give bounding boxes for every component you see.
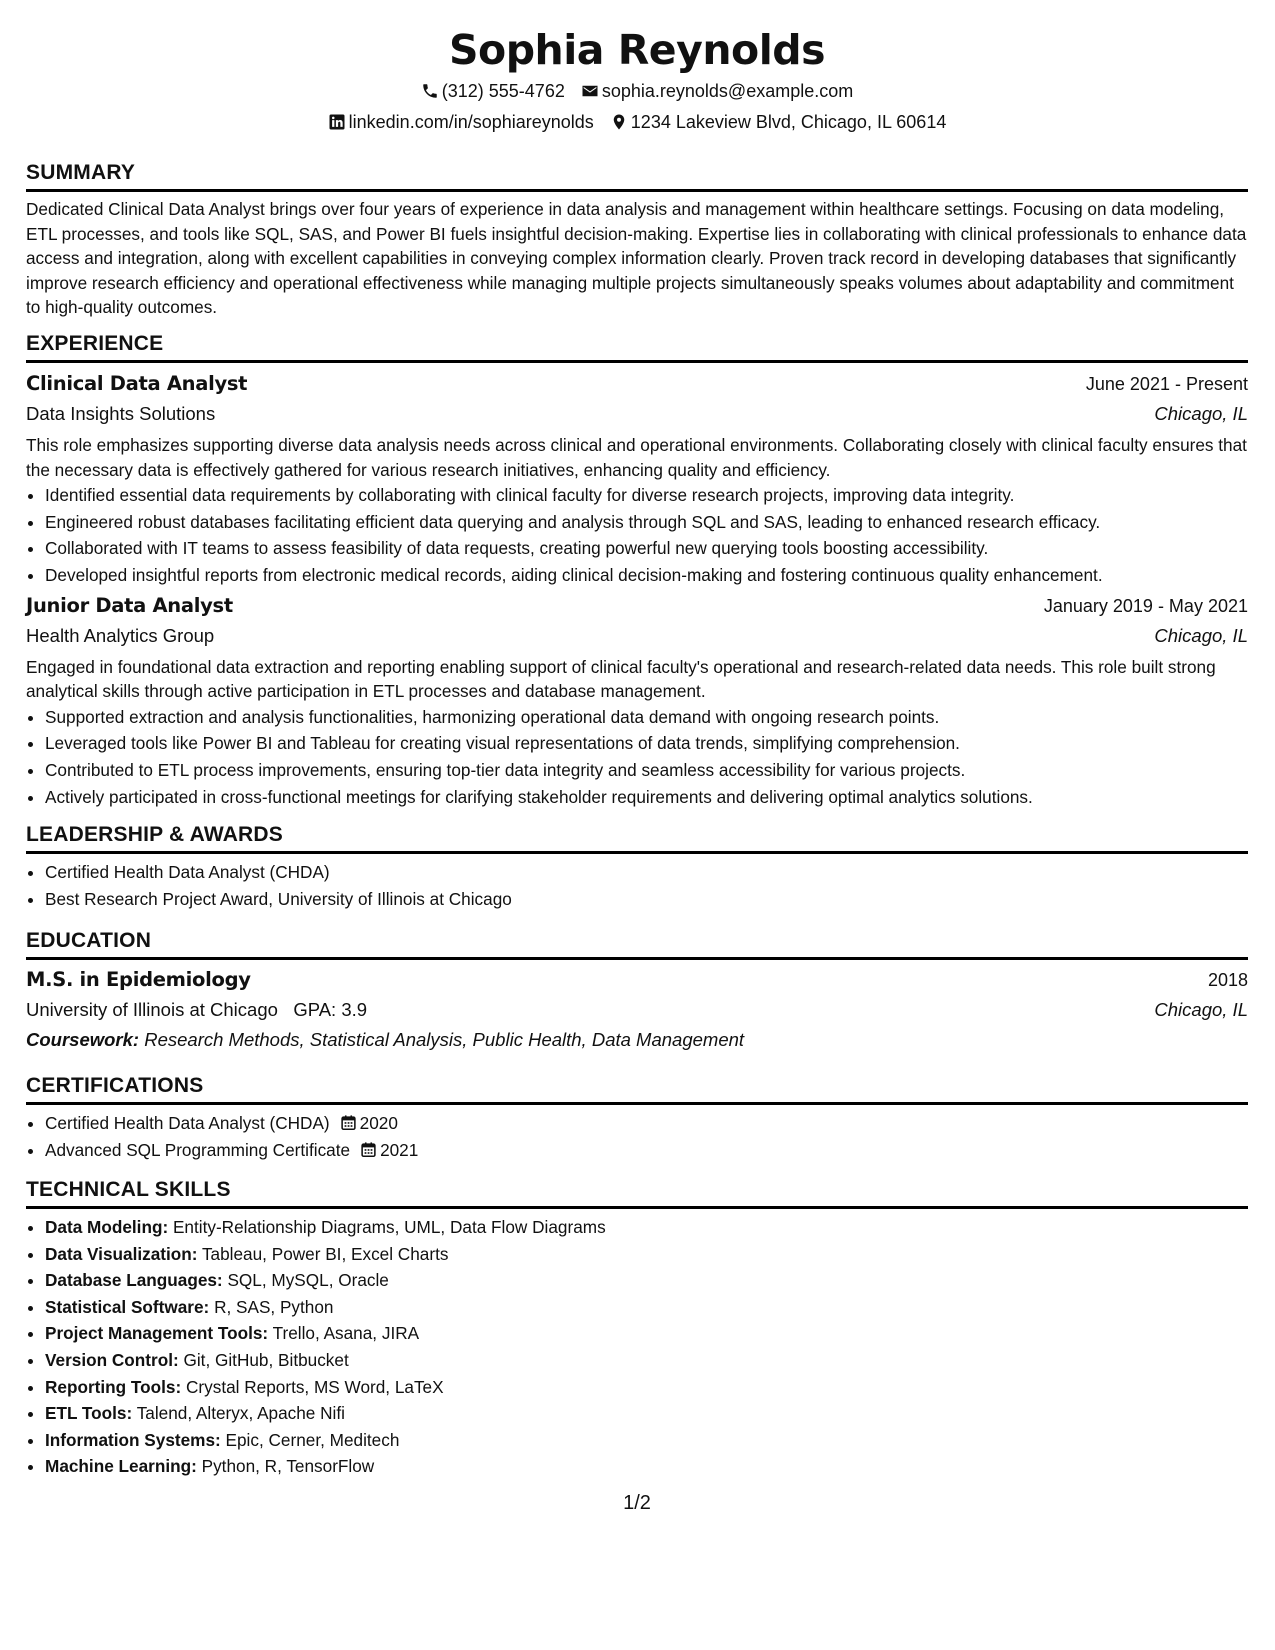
calendar-icon <box>360 1141 377 1158</box>
coursework-label: Coursework: <box>26 1029 140 1050</box>
job-bullets <box>26 704 1248 810</box>
list-item: • Developed insightful reports from electronic medical records, aiding clinical decision-making and fostering continuous quality enhancement. <box>45 562 1248 589</box>
street-address: 1234 Lakeview Blvd, Chicago, IL 60614 <box>630 112 947 132</box>
skill-value: Trello, Asana, JIRA <box>272 1323 420 1344</box>
list-item: • Certified Health Data Analyst (CHDA) <box>45 859 1248 886</box>
email-address[interactable]: sophia.reynolds@example.com <box>601 81 854 101</box>
job-title: Junior Data Analyst <box>26 593 233 617</box>
job-header <box>26 591 1248 621</box>
skill-label: Database Languages: <box>45 1270 223 1291</box>
list-item <box>45 1347 1248 1374</box>
certification-year: 2021 <box>380 1139 419 1160</box>
experience-section <box>26 331 1248 810</box>
list-item <box>45 1241 1248 1268</box>
list-item <box>45 1320 1248 1347</box>
linkedin-contact[interactable] <box>328 111 594 133</box>
coursework <box>26 1025 1248 1055</box>
linkedin-icon <box>328 113 346 131</box>
education-subheader <box>26 995 1248 1025</box>
leadership-section <box>26 822 1248 912</box>
resume-page <box>26 0 1248 1650</box>
skill-value: Python, R, TensorFlow <box>201 1456 375 1477</box>
school-name: University of Illinois at Chicago <box>26 999 278 1020</box>
skill-value: Git, GitHub, Bitbucket <box>183 1349 349 1370</box>
list-item: • Leveraged tools like Power BI and Tableau for creating visual representations of data trends, simplifying comprehension. <box>45 730 1248 757</box>
linkedin-url[interactable]: linkedin.com/in/sophiareynolds <box>348 112 594 132</box>
skill-label: Machine Learning: <box>45 1456 197 1477</box>
skill-label: Version Control: <box>45 1349 179 1370</box>
section-title-leadership: LEADERSHIP & AWARDS <box>26 822 1248 854</box>
job-header <box>26 369 1248 399</box>
list-item: • Contributed to ETL process improvements, ensuring top-tier data integrity and seamless accessibility for various projects. <box>45 757 1248 784</box>
job-entry <box>26 591 1248 811</box>
job-subheader <box>26 399 1248 429</box>
contact-line-2 <box>26 111 1248 133</box>
list-item <box>45 1400 1248 1427</box>
graduation-year: 2018 <box>1207 970 1248 990</box>
job-description: This role emphasizes supporting diverse data analysis needs across clinical and operational environments. Collaborating closely with clinical faculty ensures that the necessary data is effectively gathered for various research initiatives, enhancing quality and efficiency. <box>26 435 1247 480</box>
list-item <box>45 1294 1248 1321</box>
job-dates: June 2021 - Present <box>1085 374 1248 394</box>
certification-name: Certified Health Data Analyst (CHDA) <box>45 1113 330 1133</box>
list-item: • Engineered robust databases facilitating efficient data querying and analysis through SQL and SAS, leading to enhanced research efficacy. <box>45 509 1248 536</box>
skill-value: R, SAS, Python <box>214 1296 334 1317</box>
job-dates: January 2019 - May 2021 <box>1043 595 1248 616</box>
page-number: 1/2 <box>623 1492 651 1514</box>
leadership-list <box>26 859 1248 912</box>
list-item <box>45 1374 1248 1401</box>
section-title-experience: EXPERIENCE <box>26 331 1248 363</box>
gpa: GPA: 3.9 <box>293 999 368 1020</box>
list-item <box>45 1267 1248 1294</box>
job-company: Health Analytics Group <box>26 624 215 646</box>
list-item: • Actively participated in cross-functional meetings for clarifying stakeholder requirements and delivering optimal analytics solutions. <box>45 784 1248 811</box>
address-contact <box>610 111 947 133</box>
list-item: • Identified essential data requirements by collaborating with clinical faculty for diverse research projects, improving data integrity. <box>45 482 1248 509</box>
technical-skills-section <box>26 1177 1248 1480</box>
school-location: Chicago, IL <box>1154 999 1248 1020</box>
skill-label: Project Management Tools: <box>45 1323 269 1344</box>
map-pin-icon <box>610 113 628 131</box>
list-item <box>45 1110 1248 1137</box>
education-header <box>26 965 1248 995</box>
list-item: • Collaborated with IT teams to assess feasibility of data requests, creating powerful new querying tools boosting accessibility. <box>45 535 1248 562</box>
section-title-summary: SUMMARY <box>26 160 1248 192</box>
job-location: Chicago, IL <box>1154 403 1248 424</box>
school-line <box>26 995 367 1025</box>
job-description: Engaged in foundational data extraction and reporting enabling support of clinical faculty's operational and research-related data needs. This role built strong analytical skills through active participation in ETL processes and database management. <box>26 656 1216 702</box>
list-item <box>45 1214 1248 1241</box>
phone-contact <box>421 80 565 102</box>
skill-label: Data Modeling: <box>45 1217 169 1237</box>
job-company: Data Insights Solutions <box>26 403 216 424</box>
skill-value: Crystal Reports, MS Word, LaTeX <box>186 1376 444 1397</box>
contact-line-1 <box>26 80 1248 102</box>
job-title: Clinical Data Analyst <box>26 372 248 395</box>
list-item <box>45 1427 1248 1454</box>
education-section <box>26 928 1248 1055</box>
calendar-icon <box>340 1114 357 1131</box>
skill-value: Entity-Relationship Diagrams, UML, Data Flow Diagrams <box>172 1217 606 1237</box>
summary-text: Dedicated Clinical Data Analyst brings over four years of experience in data analysis and management within healthcare settings. Focusing on data modeling, ETL processes, and tools like SQL, SAS, and Power BI fuels insightful decision-making. Expertise lies in collaborating with clinical professionals to enhance data access and integration, along with excellent capabilities in conveying complex information clearly. Proven track record in developing databases that significantly improve research efficiency and operational effectiveness while managing multiple projects simultaneously speaks volumes about adaptability and commitment to high-quality outcomes. <box>26 199 1247 318</box>
skill-value: SQL, MySQL, Oracle <box>227 1270 389 1291</box>
list-item <box>45 1137 1248 1164</box>
skill-label: ETL Tools: <box>45 1403 133 1424</box>
email-contact[interactable] <box>581 80 853 102</box>
skill-value: Tableau, Power BI, Excel Charts <box>201 1243 449 1264</box>
skill-label: Data Visualization: <box>45 1243 198 1264</box>
job-subheader <box>26 621 1248 651</box>
skill-label: Information Systems: <box>45 1429 221 1450</box>
skill-label: Reporting Tools: <box>45 1376 182 1397</box>
phone-number: (312) 555-4762 <box>441 81 565 101</box>
certification-name: Advanced SQL Programming Certificate <box>45 1139 351 1160</box>
degree: M.S. in Epidemiology <box>26 968 251 991</box>
phone-icon <box>421 82 439 100</box>
section-title-technical-skills: TECHNICAL SKILLS <box>26 1177 1248 1209</box>
skill-label: Statistical Software: <box>45 1296 210 1317</box>
list-item: • Best Research Project Award, University of Illinois at Chicago <box>45 886 1248 913</box>
section-title-certifications: CERTIFICATIONS <box>26 1073 1248 1105</box>
resume-header <box>26 24 1248 133</box>
job-bullets <box>26 482 1248 588</box>
job-location: Chicago, IL <box>1154 624 1248 646</box>
certifications-section <box>26 1073 1248 1163</box>
list-item <box>45 1453 1248 1480</box>
summary-section <box>26 160 1248 320</box>
coursework-list: Research Methods, Statistical Analysis, Public Health, Data Management <box>144 1029 745 1050</box>
job-entry <box>26 369 1248 589</box>
skill-value: Epic, Cerner, Meditech <box>225 1429 400 1450</box>
skills-list <box>26 1214 1248 1480</box>
skill-value: Talend, Alteryx, Apache Nifi <box>136 1403 345 1424</box>
candidate-name: Sophia Reynolds <box>449 26 825 74</box>
certifications-list <box>26 1110 1248 1163</box>
certification-year: 2020 <box>359 1113 398 1133</box>
section-title-education: EDUCATION <box>26 928 1248 960</box>
envelope-icon <box>581 82 599 100</box>
list-item: • Supported extraction and analysis functionalities, harmonizing operational data demand with ongoing research points. <box>45 704 1248 731</box>
